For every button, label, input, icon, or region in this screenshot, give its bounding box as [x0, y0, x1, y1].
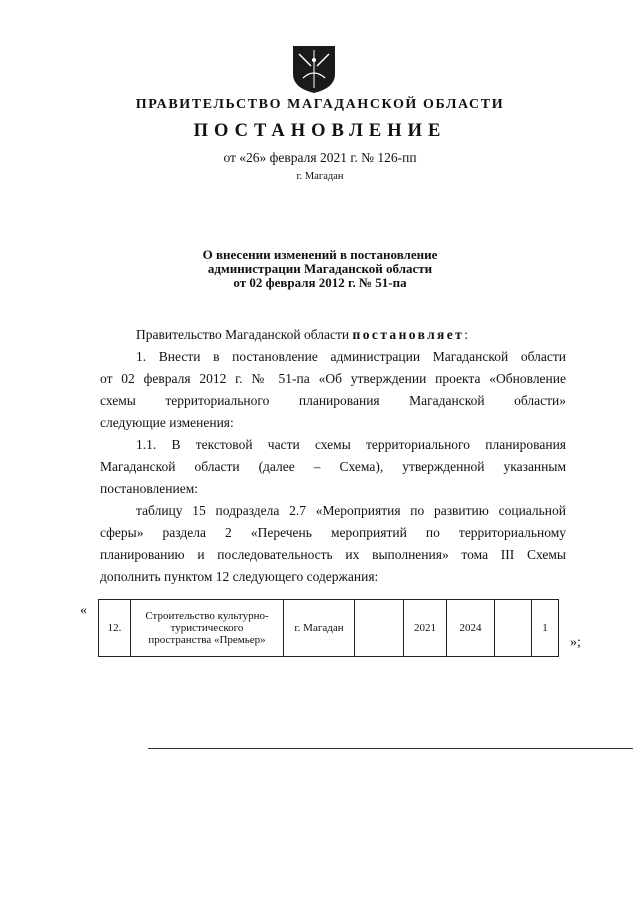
scheme-table — [98, 599, 559, 657]
document-city: г. Магадан — [296, 171, 344, 182]
paragraph-line: следующие изменения: — [100, 415, 234, 430]
opening-quote: « — [80, 603, 87, 618]
subject-line: О внесении изменений в постановление — [202, 247, 438, 262]
paragraph-line: дополнить пунктом 12 следующего содержания: — [100, 569, 379, 584]
paragraph-line: планированию и последовательность их выполнения» тома III Схемы — [100, 547, 566, 562]
preamble-verb: постановляет — [352, 327, 465, 342]
end-year-cell: 2024 — [447, 600, 495, 657]
value-cell: 1 — [532, 600, 559, 657]
paragraph-line: схемы территориального планирования Магаданской области» — [100, 393, 566, 408]
paragraph-line: сферы» раздела 2 «Перечень мероприятий по территориальному — [100, 525, 566, 540]
paragraph-line: таблицу 15 подраздела 2.7 «Мероприятия по развитию социальной — [136, 503, 566, 518]
paragraph-line: от 02 февраля 2012 г. № 51-па «Об утверждении проекта «Обновление — [100, 371, 566, 386]
empty-cell — [495, 600, 532, 657]
paragraph-line: 1. Внести в постановление администрации Магаданской области — [136, 349, 566, 364]
document-subject — [0, 248, 640, 290]
coat-of-arms-icon — [291, 44, 337, 94]
bottom-divider — [148, 748, 633, 749]
empty-cell — [355, 600, 404, 657]
table-row — [99, 600, 559, 657]
location-cell: г. Магадан — [284, 600, 355, 657]
paragraph-line: постановлением: — [100, 481, 198, 496]
preamble-colon: : — [464, 327, 468, 342]
document-date-number: от «26» февраля 2021 г. № 126-пп — [223, 150, 417, 165]
preamble-lead: Правительство Магаданской области — [136, 327, 353, 342]
start-year-cell: 2021 — [404, 600, 447, 657]
row-number-cell: 12. — [99, 600, 131, 657]
paragraph-line: 1.1. В текстовой части схемы территориального планирования — [136, 437, 566, 452]
document-type: ПОСТАНОВЛЕНИЕ — [193, 121, 447, 141]
subject-line: от 02 февраля 2012 г. № 51-па — [233, 275, 407, 290]
resolution-preamble — [136, 327, 468, 343]
project-name-cell — [131, 600, 284, 657]
project-name-line: Строительство культурно- — [145, 610, 269, 622]
subject-line: администрации Магаданской области — [207, 261, 433, 276]
project-name-line: туристического — [170, 622, 244, 634]
paragraph-line: Магаданской области (далее – Схема), утвержденной указанным — [100, 459, 566, 474]
closing-quote: »; — [570, 635, 581, 650]
project-name-line: пространства «Премьер» — [148, 634, 266, 646]
government-name: ПРАВИТЕЛЬСТВО МАГАДАНСКОЙ ОБЛАСТИ — [135, 97, 505, 112]
